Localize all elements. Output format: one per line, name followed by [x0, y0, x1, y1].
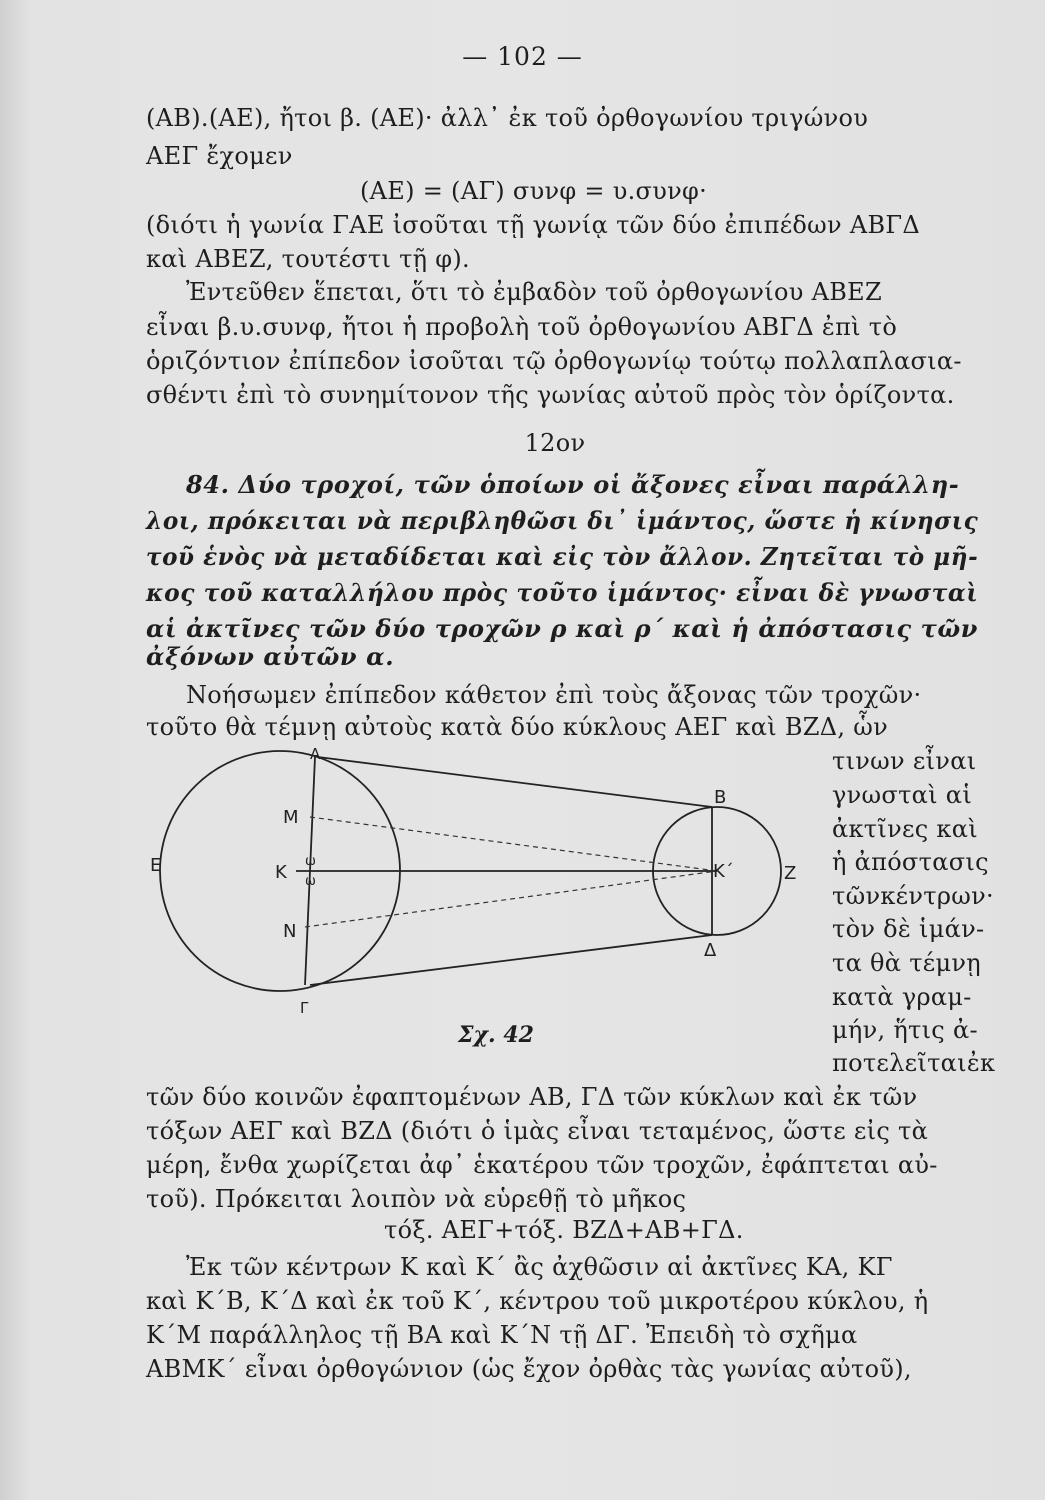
text-line: Ἐκ τῶν κέντρων Κ καὶ Κ΄ ἂς ἀχθῶσιν αἱ ἀκτῖνες ΚΑ, ΚΓ [186, 1253, 893, 1281]
text-line: ΑΒΜΚ΄ εἶναι ὀρθογώνιον (ὡς ἔχον ὀρθὰς τὰς γωνίας αὐτοῦ), [146, 1355, 912, 1383]
problem-line: κος τοῦ καταλλήλου πρὸς τοῦτο ἱμάντος· εἶναι δὲ γνωσταὶ [146, 578, 979, 607]
problem-line: αἱ ἀκτῖνες τῶν δύο τροχῶν ρ καὶ ρ΄ καὶ ἡ ἀπόστασις τῶν [146, 614, 978, 643]
side-text-line: τινων εἶναι [832, 747, 977, 775]
label-K: K [275, 862, 287, 883]
equation: τόξ. ΑΕΓ+τόξ. ΒΖΔ+ΑΒ+ΓΔ. [384, 1216, 744, 1244]
side-text-line: τὸν δὲ ἱμάν- [832, 915, 985, 943]
text-line: εἶναι β.υ.συνφ, ἤτοι ἡ προβολὴ τοῦ ὀρθογωνίου ΑΒΓΔ ἐπὶ τὸ [146, 313, 898, 341]
problem-line: 84. Δύο τροχοί, τῶν ὁποίων οἱ ἄξονες εἶναι παράλλη- [186, 470, 960, 499]
side-text-line: ποτελεῖταιἐκ [832, 1049, 996, 1077]
side-text-line: ἀκτῖνες καὶ [832, 815, 978, 843]
side-text-line: τῶνκέντρων· [832, 882, 994, 910]
dashed-line-NK [305, 871, 717, 927]
label-N: N [283, 921, 297, 942]
label-B: B [714, 787, 727, 808]
text-line: τοῦ). Πρόκειται λοιπὸν νὰ εὑρεθῇ τὸ μῆκος [146, 1185, 687, 1213]
label-D: Δ [704, 940, 717, 961]
text-line: καὶ ΑΒΕΖ, τουτέστι τῇ φ). [146, 245, 470, 273]
figure-caption: Σχ. 42 [458, 1022, 534, 1048]
label-K-prime: K΄ [713, 861, 734, 882]
side-text-line: ἡ ἀπόστασις [832, 848, 989, 876]
problem-line: τοῦ ἑνὸς νὰ μεταδίδεται καὶ εἰς τὸν ἄλλον. Ζητεῖται τὸ μῆ- [146, 542, 979, 571]
dashed-line-MK [310, 817, 717, 871]
angle-label-omega: ω [305, 874, 316, 889]
angle-label-omega: ω [305, 854, 316, 869]
label-M: M [283, 807, 299, 828]
label-G: Γ [300, 999, 309, 1017]
figure-42-belt-diagram [150, 745, 810, 1035]
page-number: — 102 — [462, 42, 583, 71]
label-Z: Z [784, 863, 797, 884]
label-A: A [310, 745, 321, 763]
text-line: (διότι ἡ γωνία ΓΑΕ ἰσοῦται τῇ γωνίᾳ τῶν δύο ἐπιπέδων ΑΒΓΔ [146, 211, 921, 239]
text-line: ΑΕΓ ἔχομεν [146, 142, 293, 170]
text-line: Νοήσωμεν ἐπίπεδον κάθετον ἐπὶ τοὺς ἄξονας τῶν τροχῶν· [186, 681, 922, 709]
text-line: σθέντι ἐπὶ τὸ συνημίτονον τῆς γωνίας αὐτοῦ πρὸς τὸν ὁρίζοντα. [146, 381, 955, 409]
section-heading: 12ον [524, 429, 586, 457]
text-line: (ΑΒ).(ΑΕ), ἤτοι β. (ΑΕ)· ἀλλ᾽ ἐκ τοῦ ὀρθογωνίου τριγώνου [146, 104, 869, 132]
side-text-line: τα θὰ τέμνῃ [832, 949, 981, 977]
side-text-line: κατὰ γραμ- [832, 983, 972, 1011]
text-line: ὁριζόντιον ἐπίπεδον ἰσοῦται τῷ ὀρθογωνίῳ τούτῳ πολλαπλασια- [146, 347, 962, 375]
text-line: τοῦτο θὰ τέμνῃ αὐτοὺς κατὰ δύο κύκλους ΑΕΓ καὶ ΒΖΔ, ὧν [146, 713, 889, 741]
equation: (ΑΕ) = (ΑΓ) συνφ = υ.συνφ· [360, 177, 708, 205]
text-line: Ἐντεῦθεν ἕπεται, ὅτι τὸ ἐμβαδὸν τοῦ ὀρθογωνίου ΑΒΕΖ [186, 278, 882, 306]
text-line: Κ΄Μ παράλληλος τῇ ΒΑ καὶ Κ΄Ν τῇ ΔΓ. Ἐπειδὴ τὸ σχῆμα [146, 1321, 858, 1349]
tangent-line-GD [310, 935, 712, 985]
problem-line: ἀξόνων αὐτῶν α. [146, 642, 395, 671]
label-E: E [150, 855, 162, 876]
text-line: καὶ Κ΄Β, Κ΄Δ καὶ ἐκ τοῦ Κ΄, κέντρου τοῦ μικροτέρου κύκλου, ἡ [146, 1287, 929, 1315]
side-text-line: μήν, ἥτις ἀ- [832, 1016, 978, 1044]
text-line: μέρη, ἔνθα χωρίζεται ἀφ᾽ ἑκατέρου τῶν τροχῶν, ἐφάπτεται αὐ- [146, 1151, 938, 1179]
side-text-line: γνωσταὶ αἱ [832, 781, 973, 809]
text-line: τόξων ΑΕΓ καὶ ΒΖΔ (διότι ὁ ἱμὰς εἶναι τεταμένος, ὥστε εἰς τὰ [146, 1117, 929, 1145]
problem-line: λοι, πρόκειται νὰ περιβληθῶσι δι᾽ ἱμάντος, ὥστε ἡ κίνησις [146, 506, 979, 535]
text-line: τῶν δύο κοινῶν ἐφαπτομένων ΑΒ, ΓΔ τῶν κύκλων καὶ ἐκ τῶν [146, 1083, 918, 1111]
